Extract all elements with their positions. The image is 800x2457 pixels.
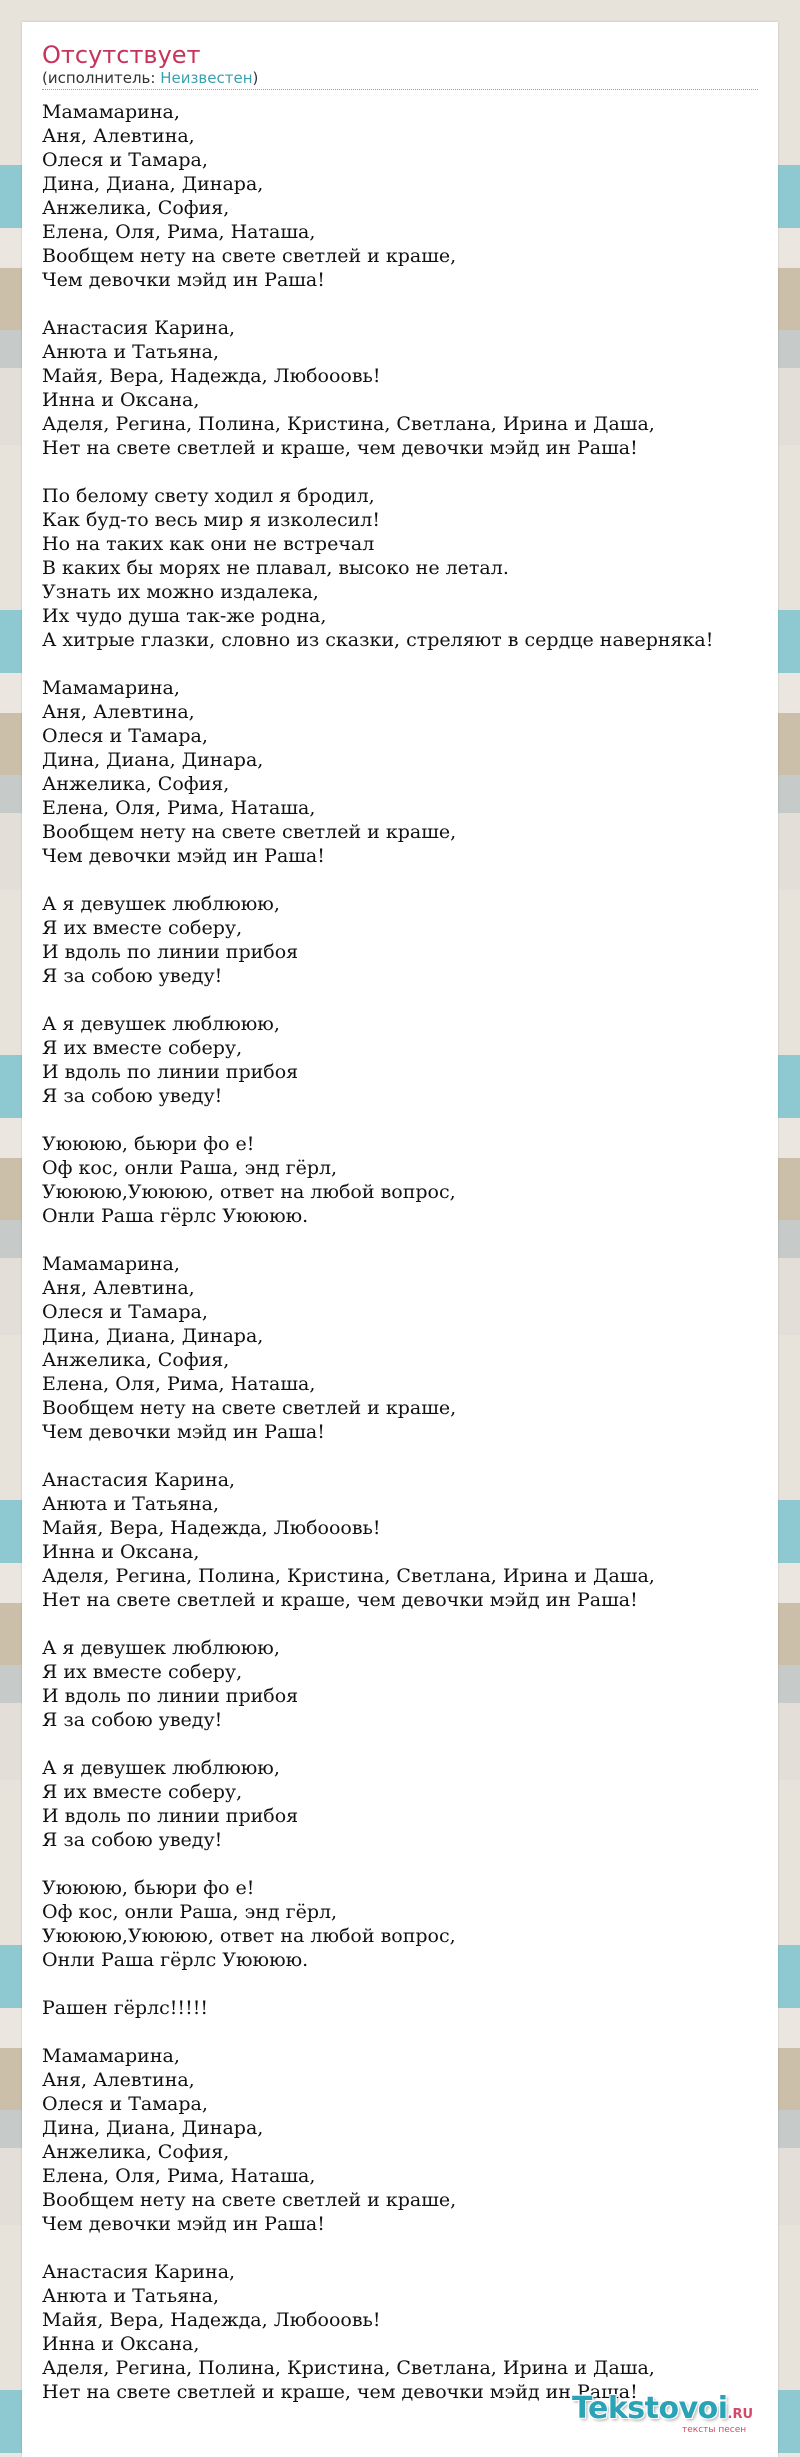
stanza: [42, 484, 758, 652]
lyric-line: Я за собою уведу!: [42, 965, 223, 987]
lyric-line: Олеся и Тамара,: [42, 1301, 208, 1323]
logo-name: Tekstovoi: [572, 2391, 728, 2426]
lyric-line: Дина, Диана, Динара,: [42, 173, 264, 195]
lyric-line: Нет на свете светлей и краше, чем девочки мэйд ин Раша!: [42, 1589, 638, 1611]
lyric-line: Анжелика, София,: [42, 1349, 230, 1371]
lyric-line: Анастасия Карина,: [42, 1469, 236, 1491]
lyric-line: И вдоль по линии прибоя: [42, 1685, 299, 1707]
lyric-line: Вообщем нету на свете светлей и краше,: [42, 821, 457, 843]
lyric-line: Елена, Оля, Рима, Наташа,: [42, 1373, 316, 1395]
lyric-line: Анастасия Карина,: [42, 317, 236, 339]
lyric-line: Я их вместе соберу,: [42, 917, 243, 939]
stanza: [42, 1012, 758, 1108]
lyric-line: Аделя, Регина, Полина, Кристина, Светлана, Ирина и Даша,: [42, 2357, 655, 2379]
stanza: [42, 100, 758, 292]
stanza: [42, 1996, 758, 2020]
lyric-line: Аня, Алевтина,: [42, 125, 195, 147]
lyric-line: Узнать их можно издалека,: [42, 581, 319, 603]
lyric-line: Аделя, Регина, Полина, Кристина, Светлана, Ирина и Даша,: [42, 1565, 655, 1587]
lyric-line: Аделя, Регина, Полина, Кристина, Светлана, Ирина и Даша,: [42, 413, 655, 435]
song-title: Отсутствует: [42, 41, 201, 69]
lyric-line: Чем девочки мэйд ин Раша!: [42, 845, 325, 867]
lyric-line: Олеся и Тамара,: [42, 725, 208, 747]
stanza: [42, 2260, 758, 2404]
lyric-line: А я девушек люблююю,: [42, 1757, 280, 1779]
lyric-line: Анжелика, София,: [42, 2141, 230, 2163]
lyric-line: Я за собою уведу!: [42, 1085, 223, 1107]
stanza: [42, 316, 758, 460]
lyric-line: Нет на свете светлей и краше, чем девочки мэйд ин Раша!: [42, 437, 638, 459]
lyric-line: А я девушек люблююю,: [42, 1637, 280, 1659]
lyric-line: Мамамарина,: [42, 677, 180, 699]
artist-line: [42, 69, 258, 87]
lyric-line: Дина, Диана, Динара,: [42, 1325, 264, 1347]
lyric-line: Анжелика, София,: [42, 773, 230, 795]
lyric-line: Я их вместе соберу,: [42, 1661, 243, 1683]
lyrics-text: [42, 100, 758, 2428]
lyric-line: Вообщем нету на свете светлей и краше,: [42, 245, 457, 267]
lyric-line: А я девушек люблююю,: [42, 1013, 280, 1035]
lyric-line: По белому свету ходил я бродил,: [42, 485, 375, 507]
lyric-line: Дина, Диана, Динара,: [42, 2117, 264, 2139]
site-logo[interactable]: [572, 2391, 772, 2442]
lyric-line: Чем девочки мэйд ин Раша!: [42, 1421, 325, 1443]
lyric-line: Мамамарина,: [42, 1253, 180, 1275]
lyric-line: В каких бы морях не плавал, высоко не летал.: [42, 557, 509, 579]
stanza: [42, 1132, 758, 1228]
logo-tagline: тексты песен: [682, 2425, 747, 2435]
stanza: [42, 676, 758, 868]
lyric-line: Вообщем нету на свете светлей и краше,: [42, 1397, 457, 1419]
lyric-line: Как буд-то весь мир я изколесил!: [42, 509, 380, 531]
lyric-line: Майя, Вера, Надежда, Любооовь!: [42, 2309, 381, 2331]
lyric-line: Рашен гёрлс!!!!!: [42, 1997, 208, 2019]
lyric-line: Онли Раша гёрлс Уюююю.: [42, 1949, 309, 1971]
lyric-line: Мамамарина,: [42, 2045, 180, 2067]
lyric-line: Чем девочки мэйд ин Раша!: [42, 2213, 325, 2235]
lyric-line: Инна и Оксана,: [42, 1541, 200, 1563]
lyric-line: Уюююю,Уюююю, ответ на любой вопрос,: [42, 1181, 456, 1203]
lyric-line: Елена, Оля, Рима, Наташа,: [42, 2165, 316, 2187]
lyric-line: Дина, Диана, Динара,: [42, 749, 264, 771]
lyric-line: Нет на свете светлей и краше, чем девочки мэйд ин Раша!: [42, 2381, 638, 2403]
lyric-line: Инна и Оксана,: [42, 2333, 200, 2355]
lyric-line: И вдоль по линии прибоя: [42, 1805, 299, 1827]
artist-link[interactable]: Неизвестен: [160, 69, 253, 87]
stanza: [42, 1252, 758, 1444]
lyric-line: Уюююю, бьюри фо е!: [42, 1133, 255, 1155]
lyric-line: Майя, Вера, Надежда, Любооовь!: [42, 365, 381, 387]
lyric-line: Анюта и Татьяна,: [42, 341, 220, 363]
lyric-line: Оф кос, онли Раша, энд гёрл,: [42, 1901, 338, 1923]
stanza: [42, 1876, 758, 1972]
lyric-line: Их чудо душа так-же родна,: [42, 605, 327, 627]
lyric-line: Майя, Вера, Надежда, Любооовь!: [42, 1517, 381, 1539]
lyric-line: Аня, Алевтина,: [42, 1277, 195, 1299]
lyric-line: Елена, Оля, Рима, Наташа,: [42, 221, 316, 243]
lyric-line: Инна и Оксана,: [42, 389, 200, 411]
lyrics-card: [22, 22, 778, 2457]
artist-prefix: (исполнитель:: [42, 69, 161, 87]
lyric-line: Олеся и Тамара,: [42, 149, 208, 171]
lyric-line: Вообщем нету на свете светлей и краше,: [42, 2189, 457, 2211]
lyric-line: Я за собою уведу!: [42, 1709, 223, 1731]
logo-tld: .RU: [727, 2407, 754, 2422]
lyric-line: Я за собою уведу!: [42, 1829, 223, 1851]
lyric-line: А я девушек люблююю,: [42, 893, 280, 915]
lyric-line: И вдоль по линии прибоя: [42, 1061, 299, 1083]
lyric-line: Онли Раша гёрлс Уюююю.: [42, 1205, 309, 1227]
lyric-line: А хитрые глазки, словно из сказки, стреляют в сердце наверняка!: [42, 629, 714, 651]
stanza: [42, 1756, 758, 1852]
lyric-line: Елена, Оля, Рима, Наташа,: [42, 797, 316, 819]
lyric-line: Я их вместе соберу,: [42, 1781, 243, 1803]
artist-suffix: ): [252, 69, 259, 87]
lyric-line: Анастасия Карина,: [42, 2261, 236, 2283]
lyric-line: Но на таких как они не встречал: [42, 533, 375, 555]
lyric-line: Оф кос, онли Раша, энд гёрл,: [42, 1157, 338, 1179]
lyric-line: Аня, Алевтина,: [42, 2069, 195, 2091]
lyric-line: Уюююю,Уюююю, ответ на любой вопрос,: [42, 1925, 456, 1947]
lyric-line: Анюта и Татьяна,: [42, 1493, 220, 1515]
lyric-line: Аня, Алевтина,: [42, 701, 195, 723]
lyric-line: Анжелика, София,: [42, 197, 230, 219]
lyric-line: Мамамарина,: [42, 101, 180, 123]
stanza: [42, 1636, 758, 1732]
lyric-line: Я их вместе соберу,: [42, 1037, 243, 1059]
stanza: [42, 2044, 758, 2236]
stanza: [42, 1468, 758, 1612]
stanza: [42, 892, 758, 988]
dotted-divider: [42, 89, 758, 90]
lyric-line: Уюююю, бьюри фо е!: [42, 1877, 255, 1899]
lyric-line: Олеся и Тамара,: [42, 2093, 208, 2115]
lyric-line: И вдоль по линии прибоя: [42, 941, 299, 963]
lyric-line: Чем девочки мэйд ин Раша!: [42, 269, 325, 291]
lyric-line: Анюта и Татьяна,: [42, 2285, 220, 2307]
